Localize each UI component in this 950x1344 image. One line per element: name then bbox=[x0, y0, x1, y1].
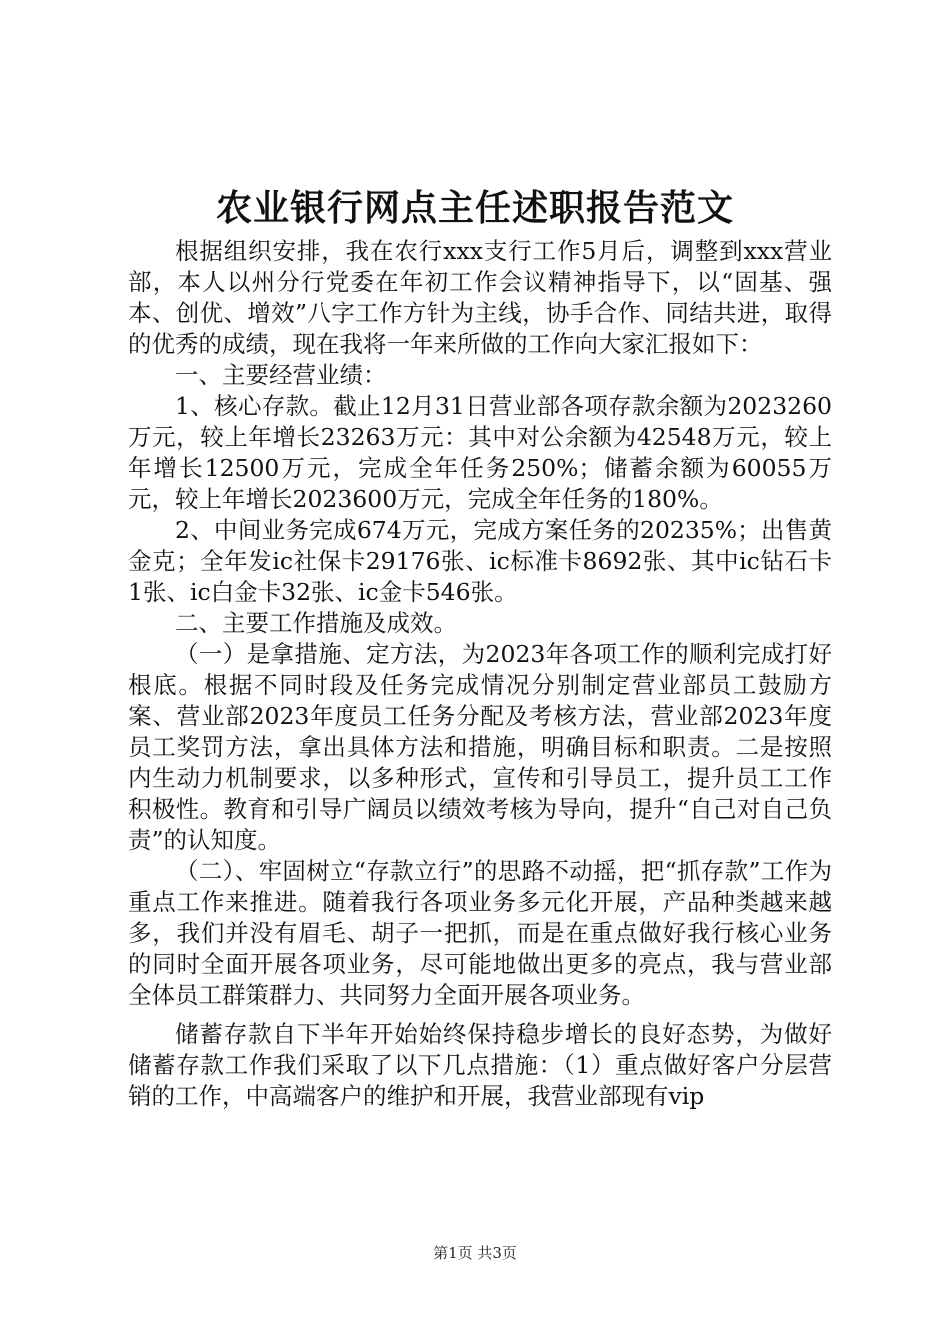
paragraph-intermediate-business: 2、中间业务完成674万元，完成方案任务的20235%；出售黄金克；全年发ic社保卡29176张、ic标准卡8692张、其中ic钻石卡1张、ic白金卡32张、ic金卡546张。 bbox=[128, 516, 832, 606]
page-number: 第1页 共3页 bbox=[433, 1244, 517, 1262]
document-body bbox=[128, 236, 832, 1112]
paragraph-measure-one: （一）是拿措施、定方法，为2023年各项工作的顺利完成打好根底。根据不同时段及任务完成情况分别制定营业部员工鼓励方案、营业部2023年度员工任务分配及考核方法，营业部2023年度员工奖罚方法，拿出具体方法和措施，明确目标和职责。二是按照内生动力机制要求，以多种形式，宣传和引导员工，提升员工工作积极性。教育和引导广阔员以绩效考核为导向，提升“自己对自己负责”的认知度。 bbox=[128, 640, 832, 854]
document-title: 农业银行网点主任述职报告范文 bbox=[215, 187, 734, 229]
section-heading-performance: 一、主要经营业绩： bbox=[175, 361, 387, 389]
paragraph-measure-two: （二）、牢固树立“存款立行”的思路不动摇，把“抓存款”工作为重点工作来推进。随着我行各项业务多元化开展，产品种类越来越多，我们并没有眉毛、胡子一把抓，而是在重点做好我行核心业务的同时全面开展各项业务，尽可能地做出更多的亮点，我与营业部全体员工群策群力、共同努力全面开展各项业务。 bbox=[128, 857, 832, 1009]
paragraph-savings-deposits: 储蓄存款自下半年开始始终保持稳步增长的良好态势，为做好储蓄存款工作我们采取了以下几点措施：（1）重点做好客户分层营销的工作，中高端客户的维护和开展，我营业部现有vip bbox=[128, 1020, 832, 1110]
paragraph-intro: 根据组织安排，我在农行xxx支行工作5月后，调整到xxx营业部，本人以州分行党委在年初工作会议精神指导下，以“固基、强本、创优、增效”八字工作方针为主线，协手合作、同结共进，取得的优秀的成绩，现在我将一年来所做的工作向大家汇报如下： bbox=[128, 237, 832, 358]
section-heading-measures: 二、主要工作措施及成效。 bbox=[175, 609, 457, 637]
paragraph-core-deposits: 1、核心存款。截止12月31日营业部各项存款余额为2023260万元，较上年增长23263万元：其中对公余额为42548万元，较上年增长12500万元，完成全年任务250%；储蓄余额为60055万元，较上年增长2023600万元，完成全年任务的180%。 bbox=[128, 392, 832, 513]
